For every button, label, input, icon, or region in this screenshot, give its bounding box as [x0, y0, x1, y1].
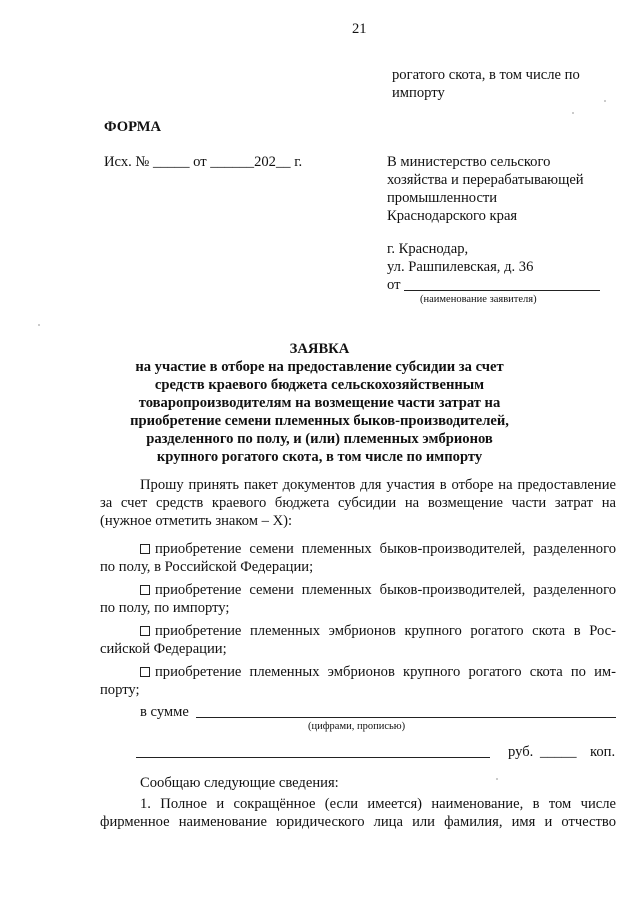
subtitle-line-2: средств краевого бюджета сельскохозяйственным — [154, 377, 485, 393]
addressee-line-4: Краснодарского края — [387, 208, 518, 224]
amount-line[interactable] — [136, 757, 490, 758]
ref-number-blank: _____ — [153, 154, 190, 170]
subtitle-line-3: товаропроизводителям на возмещение части затрат на — [138, 395, 501, 411]
option-3-line-1: приобретение племенных эмбрионов крупного рогатого скота в Рос- — [155, 623, 616, 639]
checkbox-icon[interactable] — [140, 585, 150, 595]
item-1-line-1: 1. Полное и сокращённое (если имеется) наименование, в том числе — [140, 796, 616, 812]
checkbox-icon[interactable] — [140, 626, 150, 636]
option-2[interactable] — [140, 581, 616, 599]
scan-speck — [496, 778, 498, 780]
intro-line-3: (нужное отметить знаком – X): — [100, 513, 293, 529]
address-city: г. Краснодар, — [387, 241, 469, 257]
option-4-line-1: приобретение племенных эмбрионов крупного рогатого скота по им- — [155, 664, 616, 680]
sum-caption: (цифрами, прописью) — [308, 721, 406, 732]
option-2-line-2: по полу, по импорту; — [100, 600, 230, 616]
addressee-line-3: промышленности — [387, 190, 498, 206]
option-1-line-2: по полу, в Российской Федерации; — [100, 559, 314, 575]
subtitle-line-4: приобретение семени племенных быков-производителей, — [130, 413, 509, 429]
intro-line-1: Прошу принять пакет документов для участия в отборе на предоставление — [140, 477, 616, 493]
ref-prefix: Исх. № — [104, 154, 150, 170]
option-1[interactable] — [140, 540, 616, 558]
form-label: ФОРМА — [104, 119, 162, 135]
item-1-line-2: фирменное наименование юридического лица или фамилия, имя и отчество — [100, 814, 616, 830]
ref-year-suffix: г. — [294, 154, 303, 170]
sum-label: в сумме — [140, 704, 189, 720]
applicant-line — [404, 290, 600, 291]
document-title: ЗАЯВКА — [289, 341, 350, 357]
subtitle-line-6: крупного рогатого скота, в том числе по импорту — [156, 449, 483, 465]
header-right-line-2: импорту — [392, 85, 445, 101]
addressee-line-1: В министерство сельского — [387, 154, 551, 170]
info-intro: Сообщаю следующие сведения: — [140, 775, 339, 791]
checkbox-icon[interactable] — [140, 544, 150, 554]
subtitle-line-1: на участие в отборе на предоставление субсидии за счет — [135, 359, 504, 375]
subtitle-line-5: разделенного по полу, и (или) племенных эмбрионов — [146, 431, 493, 447]
outgoing-ref — [104, 153, 302, 171]
from-label: от — [387, 277, 401, 293]
addressee-line-2: хозяйства и перерабатывающей — [387, 172, 584, 188]
ref-year: 202 — [254, 154, 276, 170]
option-1-line-1: приобретение семени племенных быков-производителей, разделенного — [155, 541, 616, 557]
ref-from: от — [193, 154, 207, 170]
address-street: ул. Рашпилевская, д. 36 — [387, 259, 534, 275]
ref-date-blank: ______ — [210, 154, 255, 170]
option-3-line-2: сийской Федерации; — [100, 641, 227, 657]
option-4[interactable] — [140, 663, 616, 681]
checkbox-icon[interactable] — [140, 667, 150, 677]
kop-blank[interactable]: _____ — [540, 744, 577, 760]
option-2-line-1: приобретение семени племенных быков-производителей, разделенного — [155, 582, 616, 598]
intro-line-2: за счет средств краевого бюджета субсидии на возмещение части затрат на — [100, 495, 616, 511]
rub-label: руб. — [508, 744, 534, 760]
sum-line[interactable] — [196, 717, 616, 718]
header-right-line-1: рогатого скота, в том числе по — [392, 67, 580, 83]
scan-speck — [38, 324, 40, 326]
kop-label: коп. — [590, 744, 616, 760]
scan-speck — [604, 100, 606, 102]
page-number: 21 — [352, 21, 367, 37]
scan-speck — [572, 112, 574, 114]
option-3[interactable] — [140, 622, 616, 640]
applicant-caption: (наименование заявителя) — [420, 294, 537, 305]
ref-year-blank: __ — [275, 154, 291, 170]
option-4-line-2: порту; — [100, 682, 140, 698]
